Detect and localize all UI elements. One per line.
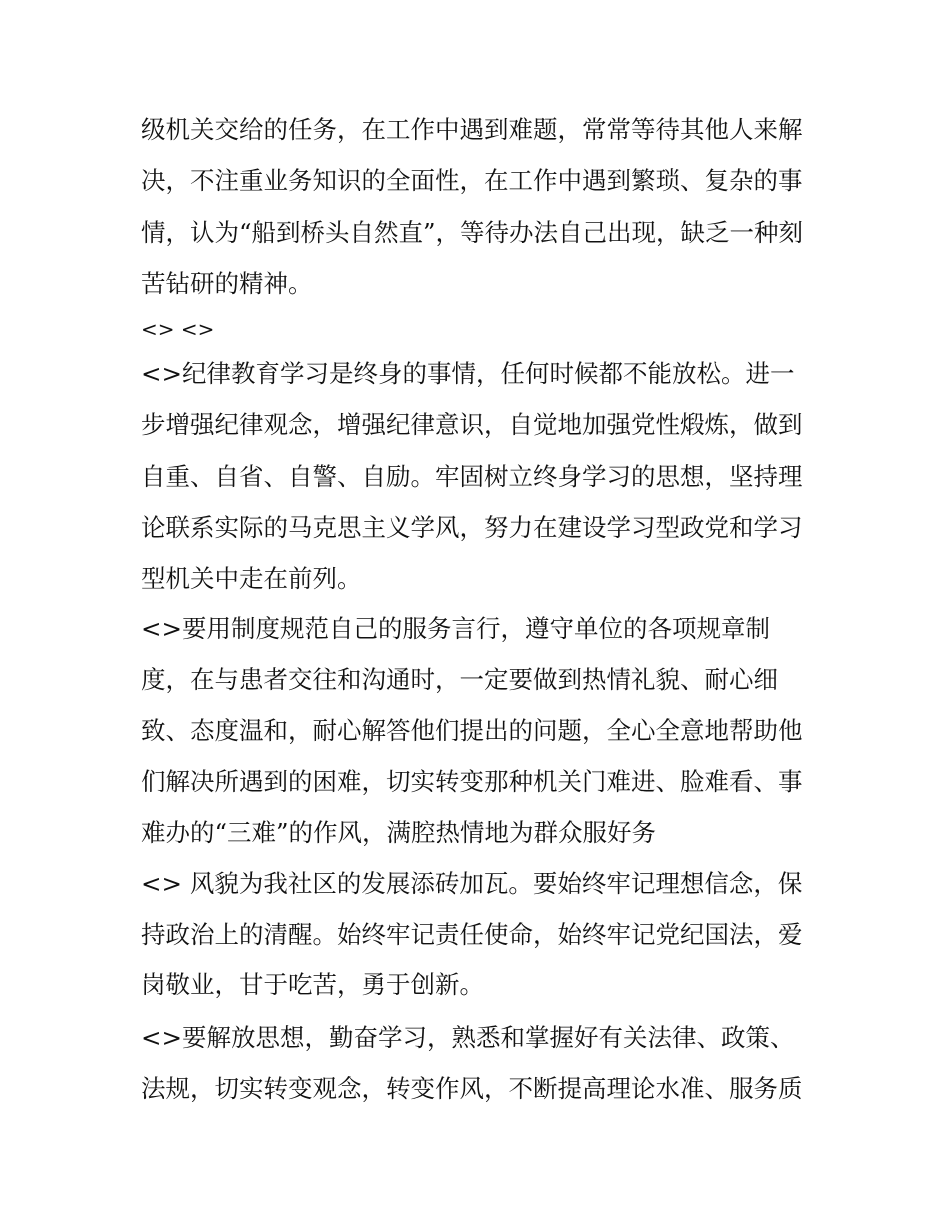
- text-line: 情，认为“船到桥头自然直”，等待办法自己出现，缺乏一种刻: [141, 218, 804, 247]
- text-line: 岗敬业，甘于吃苦，勇于创新。: [141, 970, 484, 999]
- text-line: <> <>: [141, 317, 215, 341]
- text-line: <>要用制度规范自己的服务言行，遵守单位的各项规章制: [141, 614, 771, 643]
- text-line: 苦钻研的精神。: [141, 269, 313, 298]
- text-line: 法规，切实转变观念，转变作风，不断提高理论水准、服务质: [141, 1074, 803, 1103]
- text-line: 级机关交给的任务，在工作中遇到难题，常常等待其他人来解: [141, 115, 803, 144]
- text-line: 论联系实际的马克思主义学风，努力在建设学习型政党和学习: [141, 513, 803, 542]
- text-line: 持政治上的清醒。始终牢记责任使命，始终牢记党纪国法，爱: [141, 920, 803, 949]
- text-line: <>纪律教育学习是终身的事情，任何时候都不能放松。进一: [141, 359, 795, 388]
- text-line: <>要解放思想，勤奋学习，熟悉和掌握好有关法律、政策、: [141, 1023, 795, 1052]
- text-line: 步增强纪律观念，增强纪律意识，自觉地加强党性煅炼，做到: [141, 410, 803, 439]
- text-line: <> 风貌为我社区的发展添砖加瓦。要始终牢记理想信念，保: [141, 869, 803, 898]
- text-line: 型机关中走在前列。: [141, 564, 362, 593]
- text-line: 致、态度温和，耐心解答他们提出的问题，全心全意地帮助他: [141, 716, 803, 745]
- text-line: 决，不注重业务知识的全面性，在工作中遇到繁琐、复杂的事: [141, 166, 803, 195]
- text-line: 们解决所遇到的困难，切实转变那种机关门难进、脸难看、事: [141, 767, 803, 796]
- text-line: 难办的“三难”的作风，满腔热情地为群众服好务: [141, 818, 657, 847]
- text-line: 度，在与患者交往和沟通时，一定要做到热情礼貌、耐心细: [141, 665, 778, 694]
- text-line: 自重、自省、自警、自励。牢固树立终身学习的思想，坚持理: [141, 462, 803, 491]
